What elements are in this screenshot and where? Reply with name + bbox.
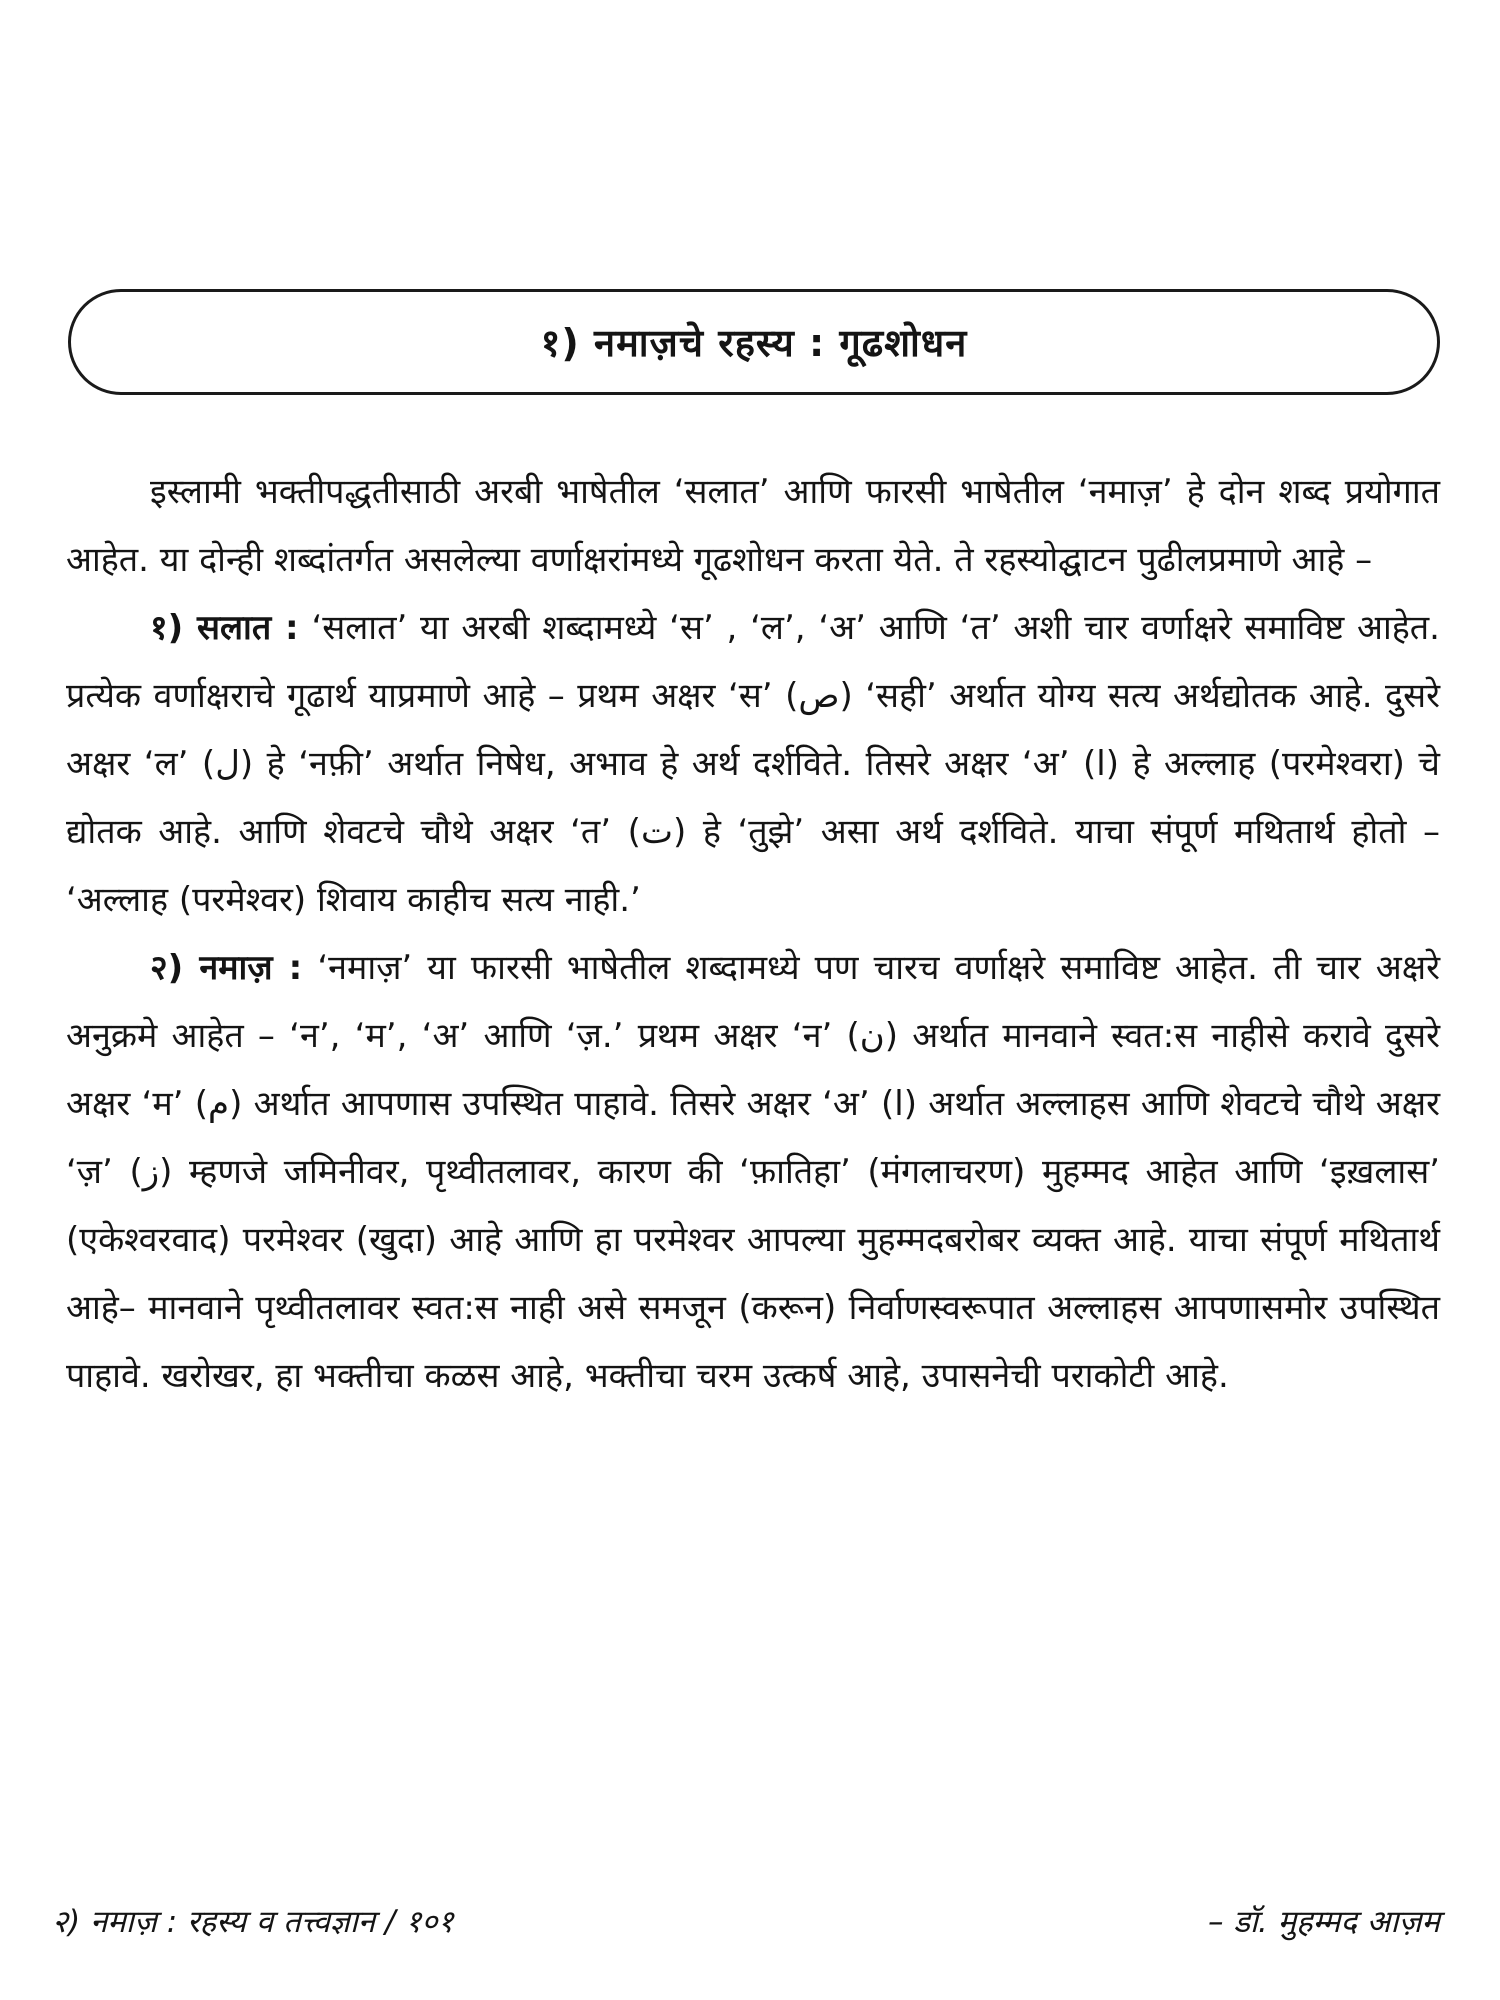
footer [52,1900,1440,1942]
salat-lead: १) सलात : [150,608,299,648]
article-body [66,458,1440,1410]
footer-source: २) नमाज़ : रहस्य व तत्त्वज्ञान / १०१ [52,1904,454,1940]
intro-paragraph: इस्लामी भक्तीपद्धतीसाठी अरबी भाषेतील ‘सलात’ आणि फारसी भाषेतील ‘नमाज़’ हे दोन शब्द प्रयोगात आहेत. या दोन्ही शब्दांतर्गत असलेल्या वर्णाक्षरांमध्ये गूढशोधन करता येते. ते रहस्योद्घाटन पुढीलप्रमाणे आहे – [66,472,1440,580]
namaz-text: ‘नमाज़’ या फारसी भाषेतील शब्दामध्ये पण चारच वर्णाक्षरे समाविष्ट आहेत. ती चार अक्षरे अनुक्रमे आहेत – ‘न’, ‘म’, ‘अ’ आणि ‘ज़.’ प्रथम अक्षर ‘न’ (ن) अर्थात मानवाने स्वत:स नाहीसे करावे दुसरे अक्षर ‘म’ (م) अर्थात आपणास उपस्थित पाहावे. तिसरे अक्षर ‘अ’ (ا) अर्थात अल्लाहस आणि शेवटचे चौथे अक्षर ‘ज़’ (ز) म्हणजे जमिनीवर, पृथ्वीतलावर, कारण की ‘फ़ातिहा’ (मंगलाचरण) मुहम्मद आहेत आणि ‘इख़लास’ (एकेश्वरवाद) परमेश्वर (खुदा) आहे आणि हा परमेश्वर आपल्या मुहम्मदबरोबर व्यक्त आहे. याचा संपूर्ण मथितार्थ आहे– मानवाने पृथ्वीतलावर स्वत:स नाही असे समजून (करून) निर्वाणस्वरूपात अल्लाहस आपणासमोर उपस्थित पाहावे. खरोखर, हा भक्तीचा कळस आहे, भक्तीचा चरम उत्कर्ष आहे, उपासनेची पराकोटी आहे. [66,948,1441,1396]
section-heading: १) नमाज़चे रहस्य : गूढशोधन [540,321,968,365]
salat-text: ‘सलात’ या अरबी शब्दामध्ये ‘स’ , ‘ल’, ‘अ’ आणि ‘त’ अशी चार वर्णाक्षरे समाविष्ट आहेत. प्रत्येक वर्णाक्षराचे गूढार्थ याप्रमाणे आहे – प्रथम अक्षर ‘स’ (ص) ‘सही’ अर्थात योग्य सत्य अर्थद्योतक आहे. दुसरे अक्षर ‘ल’ (ل) हे ‘नफ़ी’ अर्थात निषेध, अभाव हे अर्थ दर्शविते. तिसरे अक्षर ‘अ’ (ا) हे अल्लाह (परमेश्वरा) चे द्योतक आहे. आणि शेवटचे चौथे अक्षर ‘त’ (ت) हे ‘तुझे’ असा अर्थ दर्शविते. याचा संपूर्ण मथितार्थ होतो – ‘अल्लाह (परमेश्वर) शिवाय काहीच सत्य नाही.’ [66,608,1440,920]
namaz-paragraph [66,934,1440,1410]
namaz-lead: २) नमाज़ : [150,948,303,988]
footer-author: – डॉ. मुहम्मद आज़म [1207,1904,1440,1940]
salat-paragraph [66,594,1440,934]
section-heading-box [68,289,1440,395]
